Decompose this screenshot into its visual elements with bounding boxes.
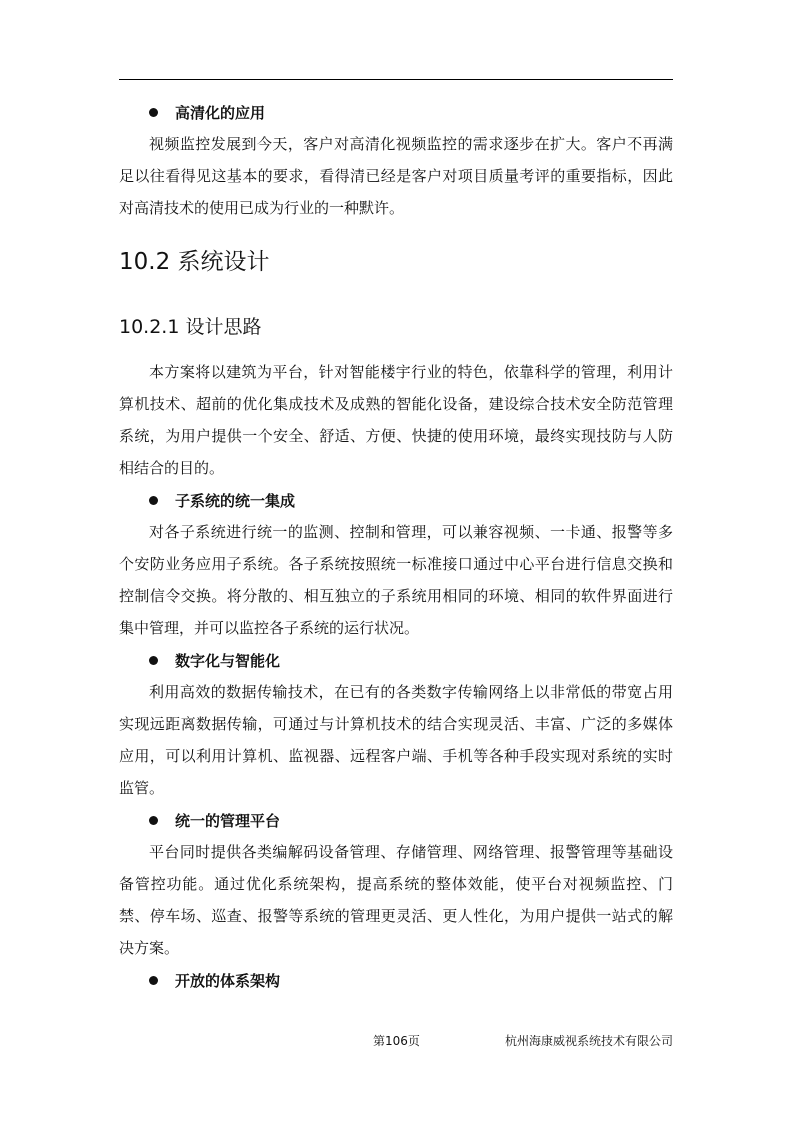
bullet-dot-icon xyxy=(149,816,158,825)
bullet-dot-icon xyxy=(149,656,158,665)
paragraph-hd: 视频监控发展到今天，客户对高清化视频监控的需求逐步在扩大。客户不再满足以往看得见这基本的要求，看得清已经是客户对项目质量考评的重要指标，因此对高清技术的使用已成为行业的一种默许。 xyxy=(119,135,673,217)
paragraph-platform: 平台同时提供各类编解码设备管理、存储管理、网络管理、报警管理等基础设备管控功能。通过优化系统架构，提高系统的整体效能，使平台对视频监控、门禁、停车场、巡查、报警等系统的管理更灵活、更人性化，为用户提供一站式的解决方案。 xyxy=(119,843,673,957)
bullet-dot-icon xyxy=(149,108,158,117)
bullet-heading-digital xyxy=(119,644,673,676)
page-number: 第106页 xyxy=(373,1034,420,1048)
paragraph-subsystem: 对各子系统进行统一的监测、控制和管理，可以兼容视频、一卡通、报警等多个安防业务应用子系统。各子系统按照统一标准接口通过中心平台进行信息交换和控制信令交换。将分散的、相互独立的子系统用相同的环境、相同的软件界面进行集中管理，并可以监控各子系统的运行状况。 xyxy=(119,523,673,637)
bullet-dot-icon xyxy=(149,976,158,985)
subsection-heading-10-2-1: 10.2.1 设计思路 xyxy=(119,316,262,338)
bullet-heading-platform xyxy=(119,804,673,836)
bullet-heading-text: 高清化的应用 xyxy=(175,103,266,122)
bullet-heading-text: 数字化与智能化 xyxy=(175,651,281,670)
page-footer xyxy=(119,1032,673,1052)
header-rule xyxy=(119,79,673,80)
bullet-heading-hd xyxy=(119,96,673,128)
page-content xyxy=(119,96,673,996)
paragraph-digital: 利用高效的数据传输技术，在已有的各类数字传输网络上以非常低的带宽占用实现远距离数据传输，可通过与计算机技术的结合实现灵活、丰富、广泛的多媒体应用，可以利用计算机、监视器、远程客户端、手机等各种手段实现对系统的实时监管。 xyxy=(119,683,673,797)
bullet-heading-text: 统一的管理平台 xyxy=(175,811,281,830)
bullet-dot-icon xyxy=(149,496,158,505)
bullet-heading-text: 子系统的统一集成 xyxy=(175,491,296,510)
company-name: 杭州海康威视系统技术有限公司 xyxy=(504,1034,673,1048)
bullet-heading-text: 开放的体系架构 xyxy=(175,971,281,990)
paragraph-intro: 本方案将以建筑为平台，针对智能楼宇行业的特色，依靠科学的管理，利用计算机技术、超前的优化集成技术及成熟的智能化设备，建设综合技术安全防范管理系统，为用户提供一个安全、舒适、方便、快捷的使用环境，最终实现技防与人防相结合的目的。 xyxy=(119,363,673,477)
bullet-heading-subsystem xyxy=(119,484,673,516)
section-heading-10-2: 10.2 系统设计 xyxy=(119,249,270,275)
bullet-heading-open xyxy=(119,964,673,996)
